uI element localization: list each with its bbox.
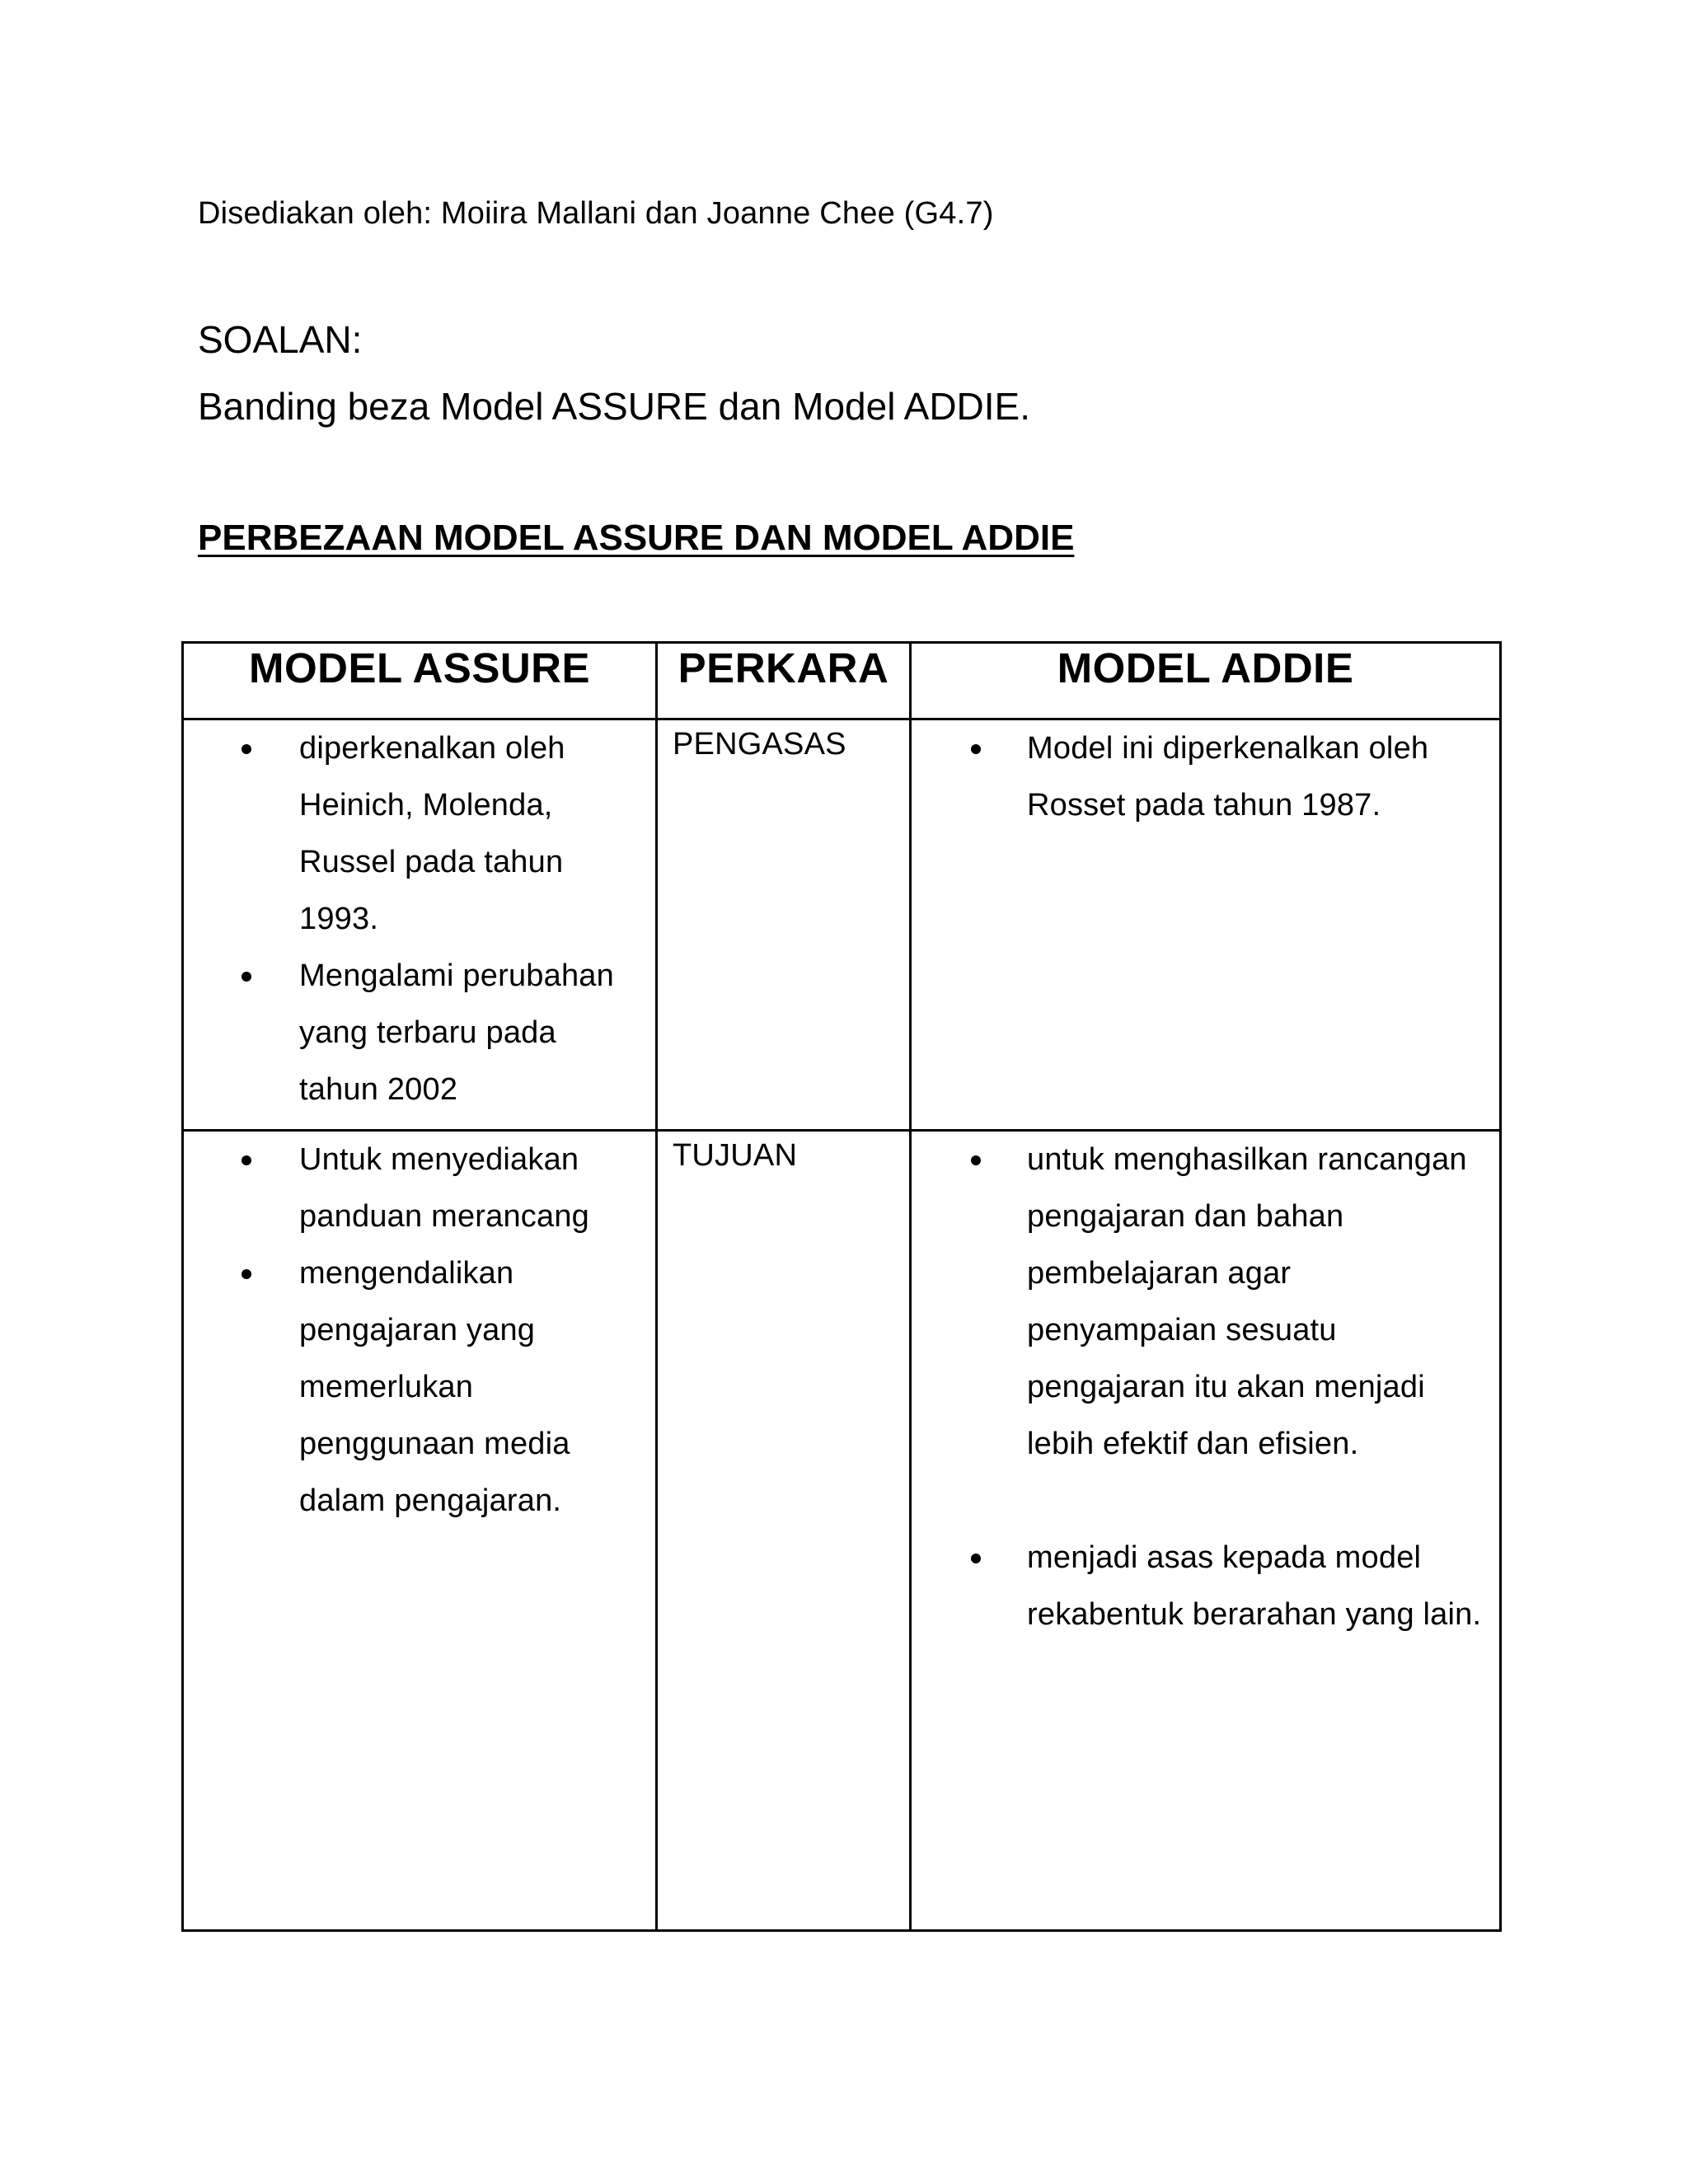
assure-bullet-list [184,1132,655,1530]
addie-bullet-list [912,1132,1499,1643]
list-item: untuk menghasilkan rancangan pengajaran dan bahan pembelajaran agar penyampaian sesuatu pengajaran itu akan menjadi lebih efektif dan efisien. [1027,1132,1489,1473]
assure-cell-tujuan [183,1131,657,1931]
list-item: Mengalami perubahan yang terbaru pada tahun 2002 [299,948,639,1118]
comparison-table [181,641,1502,1932]
assure-bullet-list [184,720,655,1118]
addie-bullet-list [912,720,1499,834]
list-item: Untuk menyediakan panduan merancang [299,1132,639,1245]
table-row-tujuan [183,1131,1501,1931]
list-item: mengendalikan pengajaran yang memerlukan penggunaan media dalam pengajaran. [299,1245,639,1530]
header-model-addie: MODEL ADDIE [911,643,1501,719]
question-label: SOALAN: [198,318,363,361]
topic-cell-tujuan: TUJUAN [657,1131,911,1931]
topic-cell-pengasas: PENGASAS [657,719,911,1131]
list-item: diperkenalkan oleh Heinich, Molenda, Russel pada tahun 1993. [299,720,639,948]
header-perkara: PERKARA [657,643,911,719]
list-item: menjadi asas kepada model rekabentuk berarahan yang lain. [1027,1530,1489,1643]
addie-cell-tujuan [911,1131,1501,1931]
addie-cell-pengasas [911,719,1501,1131]
list-item: Model ini diperkenalkan oleh Rosset pada tahun 1987. [1027,720,1489,834]
table-row-pengasas [183,719,1501,1131]
table-header-row [183,643,1501,719]
assure-cell-pengasas [183,719,657,1131]
question-text: Banding beza Model ASSURE dan Model ADDIE. [198,385,1031,428]
header-model-assure: MODEL ASSURE [183,643,657,719]
section-heading: PERBEZAAN MODEL ASSURE DAN MODEL ADDIE [198,518,1075,558]
prepared-by-line: Disediakan oleh: Moiira Mallani dan Joanne Chee (G4.7) [198,196,994,231]
